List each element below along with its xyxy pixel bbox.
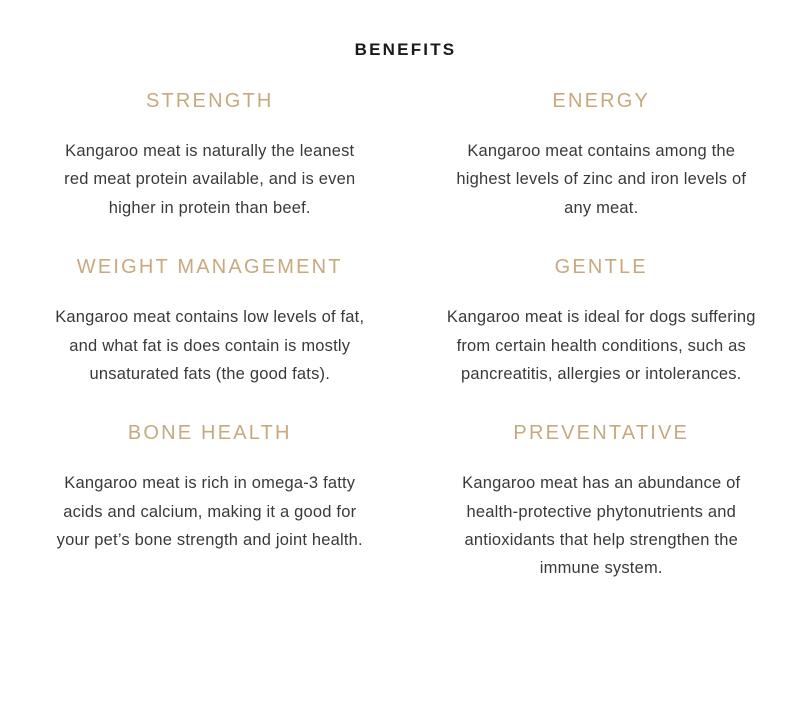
benefit-heading: WEIGHT MANAGEMENT: [76, 256, 343, 279]
benefit-item-preventative: [420, 422, 784, 617]
benefit-heading: ENERGY: [552, 90, 651, 112]
benefit-body: Kangaroo meat has an abundance of health-protective phytonutrients and antioxidants that help strengthen the immune system.: [462, 474, 741, 578]
benefit-body: Kangaroo meat contains low levels of fat, and what fat is does contain is mostly unsaturated fats (the good fats).: [55, 308, 365, 383]
benefit-heading: BONE HEALTH: [127, 422, 292, 445]
benefit-item-weight-management: [28, 256, 392, 422]
benefit-heading: GENTLE: [554, 256, 648, 279]
benefit-body: Kangaroo meat is ideal for dogs suffering from certain health conditions, such as pancreatitis, allergies or intolerances.: [446, 308, 756, 383]
benefit-heading: PREVENTATIVE: [513, 422, 690, 445]
benefit-item-energy: [420, 90, 784, 256]
benefit-heading: STRENGTH: [145, 90, 274, 112]
benefit-body: Kangaroo meat contains among the highest levels of zinc and iron levels of any meat.: [456, 142, 747, 217]
benefit-item-bone-health: [28, 422, 392, 617]
benefit-body: Kangaroo meat is naturally the leanest red meat protein available, and is even higher in protein than beef.: [64, 142, 356, 217]
benefit-item-strength: [28, 90, 392, 256]
benefit-item-gentle: [420, 256, 784, 422]
benefits-grid: [28, 90, 783, 617]
benefit-body: Kangaroo meat is rich in omega-3 fatty acids and calcium, making it a good for your pet’s bone strength and joint health.: [56, 474, 363, 549]
page-title: BENEFITS: [354, 40, 457, 59]
